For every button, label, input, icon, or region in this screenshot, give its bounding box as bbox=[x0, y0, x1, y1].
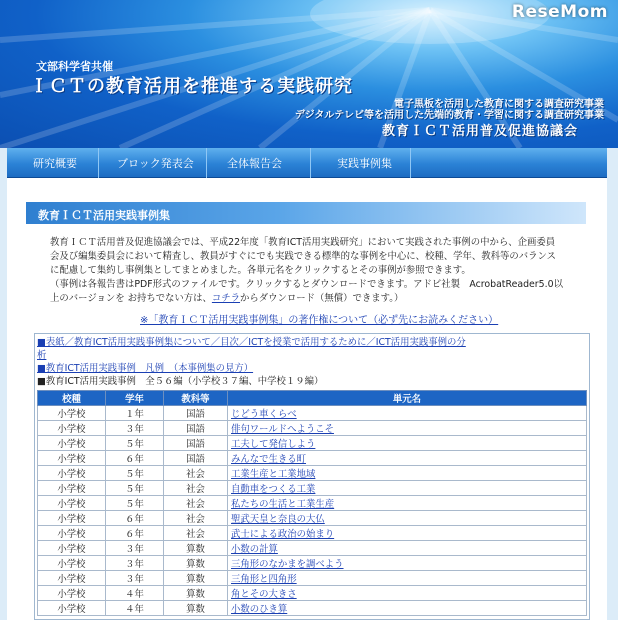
intro-line: 教育ＩＣＴ活用普及促進協議会では、平成22年度「教育ICT活用実践研究」において実践された事例の中から、企画委員 bbox=[50, 237, 556, 248]
cell-school-type: 小学校 bbox=[38, 526, 106, 541]
unit-link[interactable]: 私たちの生活と工業生産 bbox=[228, 496, 587, 511]
unit-link[interactable]: 俳句ワールドへようこそ bbox=[228, 421, 587, 436]
table-row bbox=[38, 541, 587, 556]
table-row bbox=[38, 526, 587, 541]
page-title: ＩＣＴの教育活用を推進する実践研究 bbox=[30, 76, 353, 97]
cell-grade: ６年 bbox=[106, 451, 164, 466]
cell-subject: 社会 bbox=[164, 496, 228, 511]
cell-subject: 国語 bbox=[164, 406, 228, 421]
cell-school-type: 小学校 bbox=[38, 541, 106, 556]
cell-grade: ４年 bbox=[106, 601, 164, 616]
intro-line bbox=[50, 292, 582, 306]
unit-link[interactable]: 武士による政治の始まり bbox=[228, 526, 587, 541]
legend-link[interactable] bbox=[37, 362, 587, 375]
header-unit-name: 単元名 bbox=[228, 391, 587, 406]
cell-subject: 国語 bbox=[164, 451, 228, 466]
section-heading: 教育ＩＣＴ活用実践事例集 bbox=[26, 202, 586, 224]
cell-grade: ５年 bbox=[106, 436, 164, 451]
cell-grade: ３年 bbox=[106, 421, 164, 436]
resemom-logo: ReseMom bbox=[511, 2, 608, 22]
project-subtitle-1: 電子黒板を活用した教育に関する調査研究事業 bbox=[394, 99, 604, 110]
intro-text bbox=[50, 236, 582, 306]
unit-link[interactable]: 工業生産と工業地域 bbox=[228, 466, 587, 481]
table-row bbox=[38, 601, 587, 616]
table-row bbox=[38, 556, 587, 571]
cell-grade: ５年 bbox=[106, 466, 164, 481]
copyright-notice-link[interactable]: ※「教育ＩＣＴ活用実践事例集」の著作権について（必ず先にお読みください） bbox=[140, 315, 499, 326]
cell-school-type: 小学校 bbox=[38, 436, 106, 451]
unit-link[interactable]: 工夫して発信しよう bbox=[228, 436, 587, 451]
cell-subject: 社会 bbox=[164, 511, 228, 526]
cell-grade: ５年 bbox=[106, 481, 164, 496]
unit-link[interactable]: 三角形のなかまを調べよう bbox=[228, 556, 587, 571]
cell-grade: ３年 bbox=[106, 571, 164, 586]
cell-grade: ６年 bbox=[106, 511, 164, 526]
unit-link[interactable]: じどう車くらべ bbox=[228, 406, 587, 421]
cell-subject: 算数 bbox=[164, 586, 228, 601]
cell-school-type: 小学校 bbox=[38, 481, 106, 496]
link-text[interactable]: ■教育ICT活用実践事例 凡例 （本事例集の見方） bbox=[37, 363, 254, 374]
intro-line: （事例は各報告書はPDF形式のファイルです。クリックするとダウンロードできます。アドビ社製 AcrobatReader5.0以 bbox=[50, 279, 563, 290]
cell-school-type: 小学校 bbox=[38, 511, 106, 526]
cell-school-type: 小学校 bbox=[38, 586, 106, 601]
cell-subject: 社会 bbox=[164, 481, 228, 496]
table-row bbox=[38, 571, 587, 586]
unit-link[interactable]: 聖武天皇と奈良の大仏 bbox=[228, 511, 587, 526]
cell-school-type: 小学校 bbox=[38, 406, 106, 421]
intro-line: 会及び編集委員会において精査し、教員がすぐにでも実践できる標準的な事例を中心に、校種、学年、教科等のバランス bbox=[50, 251, 556, 262]
cell-subject: 算数 bbox=[164, 601, 228, 616]
right-border bbox=[607, 148, 618, 620]
project-subtitle-2: デジタルテレビ等を活用した先端的教育・学習に関する調査研究事業 bbox=[294, 110, 604, 121]
cell-grade: ６年 bbox=[106, 526, 164, 541]
cell-grade: １年 bbox=[106, 406, 164, 421]
table-row bbox=[38, 436, 587, 451]
sponsor-label: 文部科学省共催 bbox=[36, 60, 113, 73]
cell-school-type: 小学校 bbox=[38, 496, 106, 511]
table-row bbox=[38, 481, 587, 496]
nav-case-collection[interactable]: 実践事例集 bbox=[311, 148, 411, 178]
cell-school-type: 小学校 bbox=[38, 451, 106, 466]
unit-link[interactable]: 小数のひき算 bbox=[228, 601, 587, 616]
table-row bbox=[38, 421, 587, 436]
cover-toc-link-cont[interactable] bbox=[37, 349, 587, 362]
main-nav bbox=[7, 148, 607, 178]
intro-text-segment: からダウンロード（無償）できます。） bbox=[240, 293, 404, 304]
council-name: 教育ＩＣＴ活用普及促進協議会 bbox=[381, 124, 578, 139]
table-row bbox=[38, 466, 587, 481]
cell-school-type: 小学校 bbox=[38, 556, 106, 571]
cell-grade: ３年 bbox=[106, 541, 164, 556]
cell-subject: 国語 bbox=[164, 421, 228, 436]
table-header-row bbox=[38, 391, 587, 406]
nav-research-overview[interactable]: 研究概要 bbox=[7, 148, 99, 178]
unit-link[interactable]: 自動車をつくる工業 bbox=[228, 481, 587, 496]
case-summary: ■教育ICT活用実践事例 全５６編（小学校３７編、中学校１９編） bbox=[37, 376, 324, 387]
cell-school-type: 小学校 bbox=[38, 466, 106, 481]
unit-link[interactable]: みんなで生きる町 bbox=[228, 451, 587, 466]
intro-text-segment: 上のバージョンを お持ちでない方は、 bbox=[50, 293, 212, 304]
cover-toc-link[interactable] bbox=[37, 336, 587, 349]
unit-link[interactable]: 三角形と四角形 bbox=[228, 571, 587, 586]
cell-subject: 算数 bbox=[164, 571, 228, 586]
cell-school-type: 小学校 bbox=[38, 601, 106, 616]
cell-school-type: 小学校 bbox=[38, 421, 106, 436]
cell-subject: 社会 bbox=[164, 526, 228, 541]
cell-subject: 算数 bbox=[164, 556, 228, 571]
table-row bbox=[38, 586, 587, 601]
header-subject: 教科等 bbox=[164, 391, 228, 406]
left-border bbox=[0, 148, 7, 620]
cell-grade: ４年 bbox=[106, 586, 164, 601]
case-table bbox=[37, 390, 587, 616]
cell-school-type: 小学校 bbox=[38, 571, 106, 586]
cell-grade: ３年 bbox=[106, 556, 164, 571]
header-grade: 学年 bbox=[106, 391, 164, 406]
nav-general-report[interactable]: 全体報告会 bbox=[207, 148, 311, 178]
case-list-box bbox=[34, 333, 590, 620]
table-row bbox=[38, 406, 587, 421]
cell-subject: 社会 bbox=[164, 466, 228, 481]
unit-link[interactable]: 小数の計算 bbox=[228, 541, 587, 556]
table-row bbox=[38, 511, 587, 526]
intro-line: に配慮して集約し事例集としてまとめました。各単元名をクリックするとその事例が参照できます。 bbox=[50, 265, 471, 276]
cell-subject: 算数 bbox=[164, 541, 228, 556]
unit-link[interactable]: 角とその大きさ bbox=[228, 586, 587, 601]
header-school-type: 校種 bbox=[38, 391, 106, 406]
cell-subject: 国語 bbox=[164, 436, 228, 451]
link-text[interactable]: 析 bbox=[37, 350, 47, 361]
download-here-link[interactable]: コチラ bbox=[211, 293, 241, 304]
header-banner bbox=[0, 0, 618, 148]
link-text[interactable]: ■表紙／教育ICT活用実践事例集について／目次／ICTを授業で活用するために／ICT活用実践事例の分 bbox=[37, 337, 466, 348]
cell-grade: ５年 bbox=[106, 496, 164, 511]
table-row bbox=[38, 496, 587, 511]
table-row bbox=[38, 451, 587, 466]
nav-block-presentation[interactable]: ブロック発表会 bbox=[99, 148, 207, 178]
